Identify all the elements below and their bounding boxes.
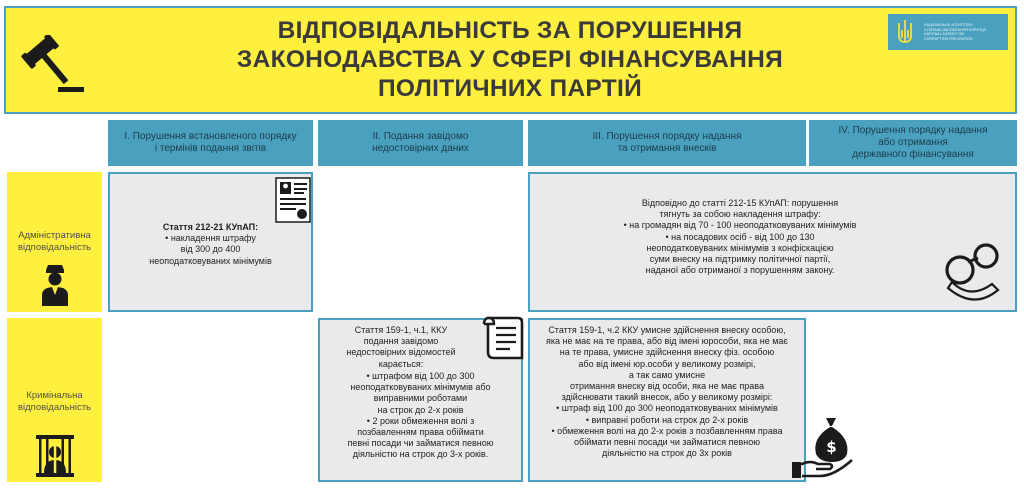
column-header-line: та отримання внесків (617, 143, 717, 154)
cell-text-line: діяльністю на строк до 3-х років. (352, 449, 489, 460)
cell-text-line: діяльністю на строк до 3х років (602, 448, 732, 459)
document-icon (275, 177, 311, 223)
column-header-line: недостовірних даних (372, 143, 469, 154)
cell-text-line: неоподатковуваних мінімумів або (350, 382, 491, 393)
logo-text-line: НАЦІОНАЛЬНЕ АГЕНТСТВО (924, 23, 973, 27)
cell-text-line: • на громадян від 70 - 100 неоподатковуваних мінімумів (623, 220, 857, 231)
cell-text-line: Стаття 159-1, ч.2 ККУ умисне здійснення внеску особою, (548, 325, 786, 335)
cell-text-line: тягнуть за собою накладення штрафу: (659, 209, 821, 220)
cell-text-line: або від імені юр.особи у великому розмірі, (578, 358, 756, 369)
column-header-line: державного фінансування (852, 149, 974, 160)
scroll-icon (480, 314, 526, 362)
column-header-line: III. Порушення порядку надання (592, 131, 742, 142)
logo-text-line: CORRUPTION PREVENTION (924, 36, 973, 41)
cell-text-line: неоподатковуваних мінімумів (149, 255, 272, 266)
title-line: ПОЛІТИЧНИХ ПАРТІЙ (377, 75, 643, 102)
cell-text-line: Стаття 212-21 КУпАП: (162, 222, 259, 232)
cell-text-line: подання завідомо (363, 336, 439, 347)
cell-text-line: отримання внеску від особи, яка не має права (570, 381, 764, 392)
column-header-line: I. Порушення встановленого порядку (124, 131, 297, 142)
column-header-contributions (528, 120, 806, 166)
column-header-line: IV. Порушення порядку надання (838, 125, 988, 136)
cell-text-line: певні посади чи займатися певною (347, 438, 494, 449)
cell-text-line: позбавленням права обіймати (357, 427, 484, 438)
cell-text-line: на те права, умисне здійснення внеску фіз. особою (559, 347, 775, 358)
handcuffs-icon (940, 240, 1006, 306)
money-bag-hand-icon (790, 414, 856, 480)
prisoner-icon (35, 434, 75, 478)
row-header-line: Адміністративна (18, 230, 91, 241)
gavel-icon (20, 35, 92, 100)
cell-text-line: • обмеження волі на до 2-х років з позбавленням права (551, 425, 783, 436)
logo-text-line: NATIONAL AGENCY ON (924, 32, 964, 36)
column-header-state-funding (809, 120, 1017, 166)
cell-text-line: яка не має на те права, або від імені юрособи, яка не має (545, 336, 789, 347)
cell-text-line: • виправні роботи на строк до 2-х років (585, 414, 749, 425)
trident-icon (894, 18, 916, 46)
officer-icon (40, 262, 70, 306)
cell-text-line: обіймати певні посади чи займатися певною (574, 437, 760, 448)
cell-text-line: недостовірних відомостей (346, 347, 456, 358)
svg-text:$: $ (826, 438, 837, 456)
cell-text-line: суми внеску на підтримку політичної партії, (649, 254, 831, 265)
column-header-line: або отримання (878, 137, 948, 148)
cell-text-line: неоподатковуваних мінімумів з конфіскацією (646, 242, 834, 253)
cell-text-line: • штраф від 100 до 300 неоподатковуваних мінімумів (556, 403, 778, 414)
cell-text-line: здійснювати такий внесок, або у великому розмірі: (561, 392, 773, 403)
cell-text-line: виправними роботами (373, 393, 468, 404)
cell-text-line: Стаття 159-1, ч.1, ККУ (354, 325, 448, 335)
cell-text-line: • 2 роки обмеження волі з (366, 415, 475, 426)
cell-admin-contributions (528, 172, 1017, 312)
cell-admin-reporting (108, 172, 313, 312)
cell-text-line: на строк до 2-х років (377, 404, 464, 415)
row-header-administrative (7, 172, 102, 312)
column-header-line: і термінів подання звітів (154, 143, 267, 154)
page-title (190, 16, 830, 103)
agency-logo (888, 14, 1008, 50)
title-line: ВІДПОВІДАЛЬНІСТЬ ЗА ПОРУШЕННЯ (277, 17, 743, 44)
row-header-line: відповідальність (17, 242, 91, 253)
cell-text-line: • штрафом від 100 до 300 (366, 371, 475, 381)
cell-text-line: • на посадових осіб - від 100 до 130 (665, 231, 815, 242)
row-header-line: відповідальність (17, 402, 91, 413)
column-header-reporting (108, 120, 313, 166)
column-header-false-data (318, 120, 523, 166)
cell-text-line: від 300 до 400 (180, 244, 241, 255)
title-line: ЗАКОНОДАВСТВА У СФЕРІ ФІНАНСУВАННЯ (236, 46, 784, 73)
cell-text-line: карається: (378, 358, 424, 369)
row-header-line: Кримінальна (26, 390, 83, 401)
column-header-line: II. Подання завідомо (372, 131, 469, 142)
logo-text-line: З ПИТАНЬ ЗАПОБІГАННЯ КОРУПЦІЇ (924, 27, 986, 32)
cell-criminal-contributions (528, 318, 806, 482)
cell-text-line: а так само умисне (628, 369, 706, 380)
cell-text-line: • накладення штрафу (165, 233, 256, 244)
cell-text-line: наданої або отриманої з порушенням закону. (645, 265, 835, 276)
cell-text-line: Відповідно до статті 212-15 КУпАП: порушення (641, 198, 839, 208)
row-header-criminal (7, 318, 102, 482)
